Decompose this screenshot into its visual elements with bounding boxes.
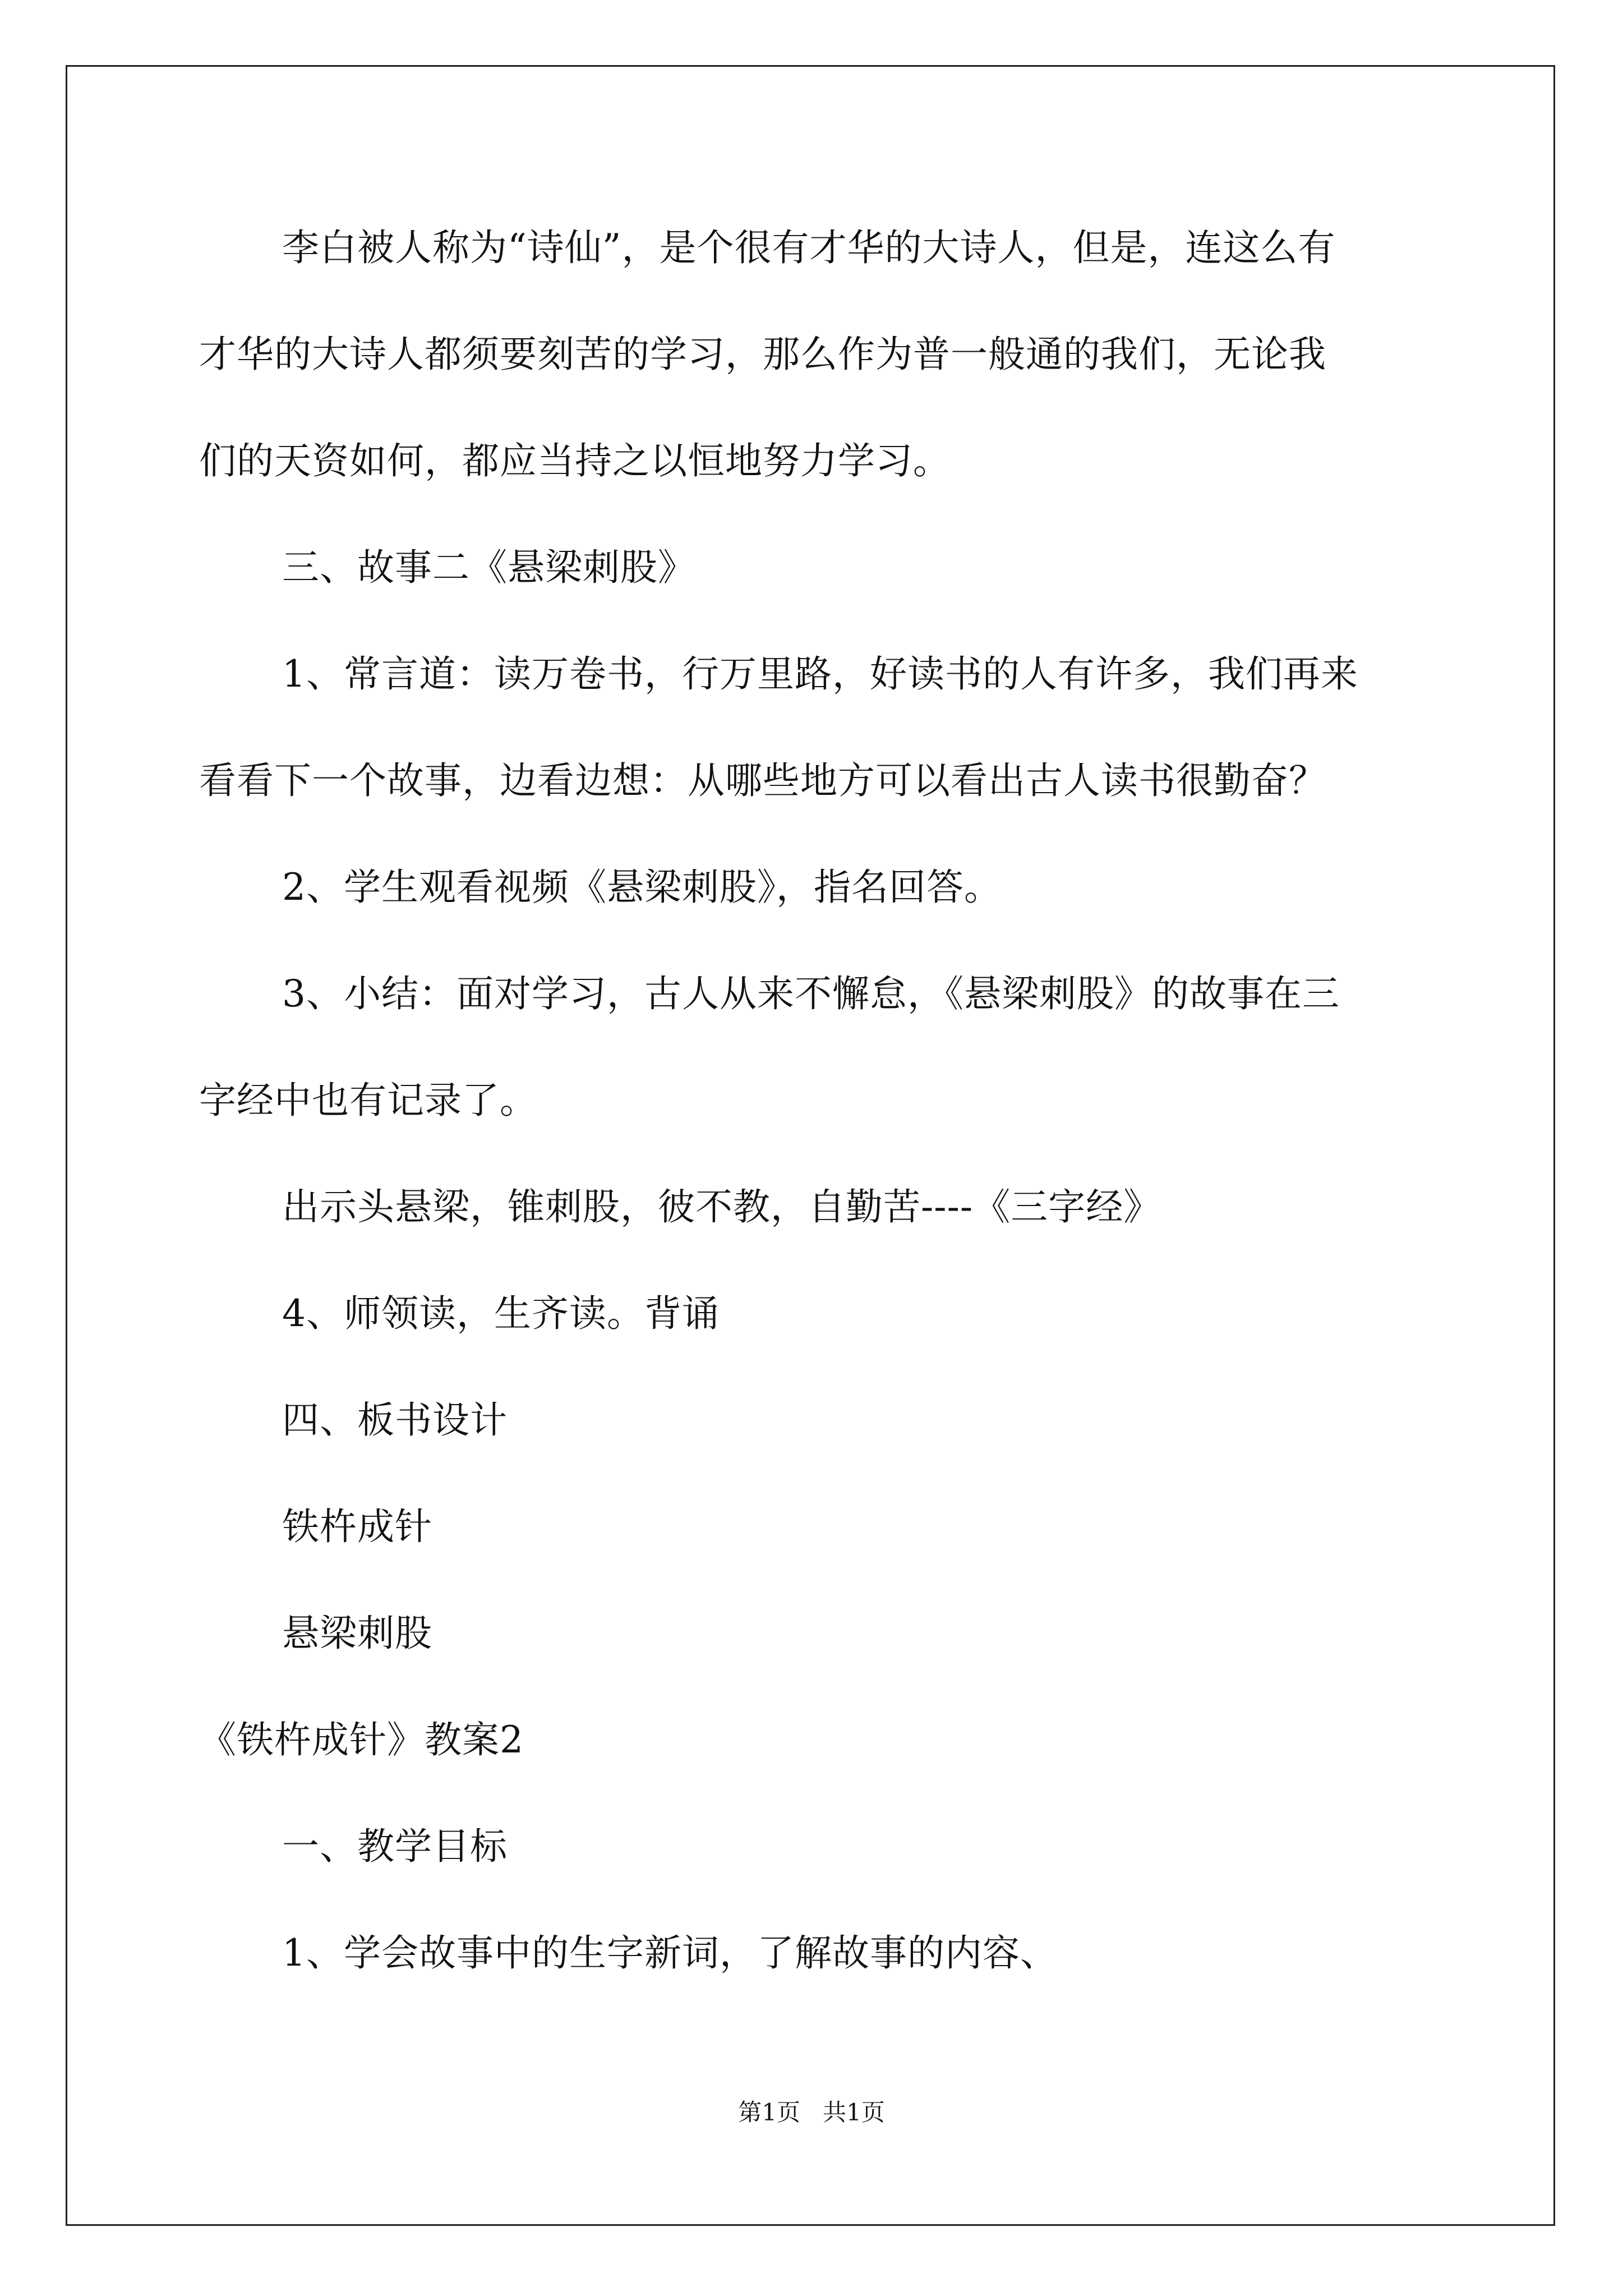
document-title: 《铁杵成针》教案2 — [199, 1718, 524, 1761]
paragraph-line: 字经中也有记录了。 — [199, 1079, 537, 1122]
paragraph-line: 们的天资如何，都应当持之以恒地努力学习。 — [199, 439, 951, 482]
paragraph-line: 李白被人称为“诗仙”，是个很有才华的大诗人，但是，连这么有 — [282, 226, 1336, 269]
paragraph-line: 出示头悬梁，锥刺股，彼不教，自勤苦----《三字经》 — [282, 1185, 1161, 1228]
paragraph-line: 4、师领读，生齐读。背诵 — [282, 1292, 720, 1335]
section-heading: 一、教学目标 — [282, 1825, 508, 1868]
paragraph-line: 才华的大诗人都须要刻苦的学习，那么作为普一般通的我们，无论我 — [199, 333, 1326, 376]
page-number-footer: 第1页 共1页 — [738, 2099, 885, 2126]
paragraph-line: 2、学生观看视频《悬梁刺股》，指名回答。 — [282, 866, 1002, 909]
paragraph-line: 看看下一个故事，边看边想：从哪些地方可以看出古人读书很勤奋？ — [199, 759, 1326, 802]
board-item: 悬梁刺股 — [282, 1612, 432, 1655]
paragraph-line: 3、小结：面对学习，古人从来不懈怠，《悬梁刺股》的故事在三 — [282, 972, 1340, 1015]
paragraph-line: 1、学会故事中的生字新词，了解故事的内容、 — [282, 1931, 1058, 1975]
board-item: 铁杵成针 — [282, 1505, 432, 1548]
paragraph-line: 1、常言道：读万卷书，行万里路，好读书的人有许多，我们再来 — [282, 652, 1358, 696]
section-heading: 三、故事二《悬梁刺股》 — [282, 546, 695, 589]
section-heading: 四、板书设计 — [282, 1398, 508, 1442]
page-border — [66, 65, 1555, 2226]
